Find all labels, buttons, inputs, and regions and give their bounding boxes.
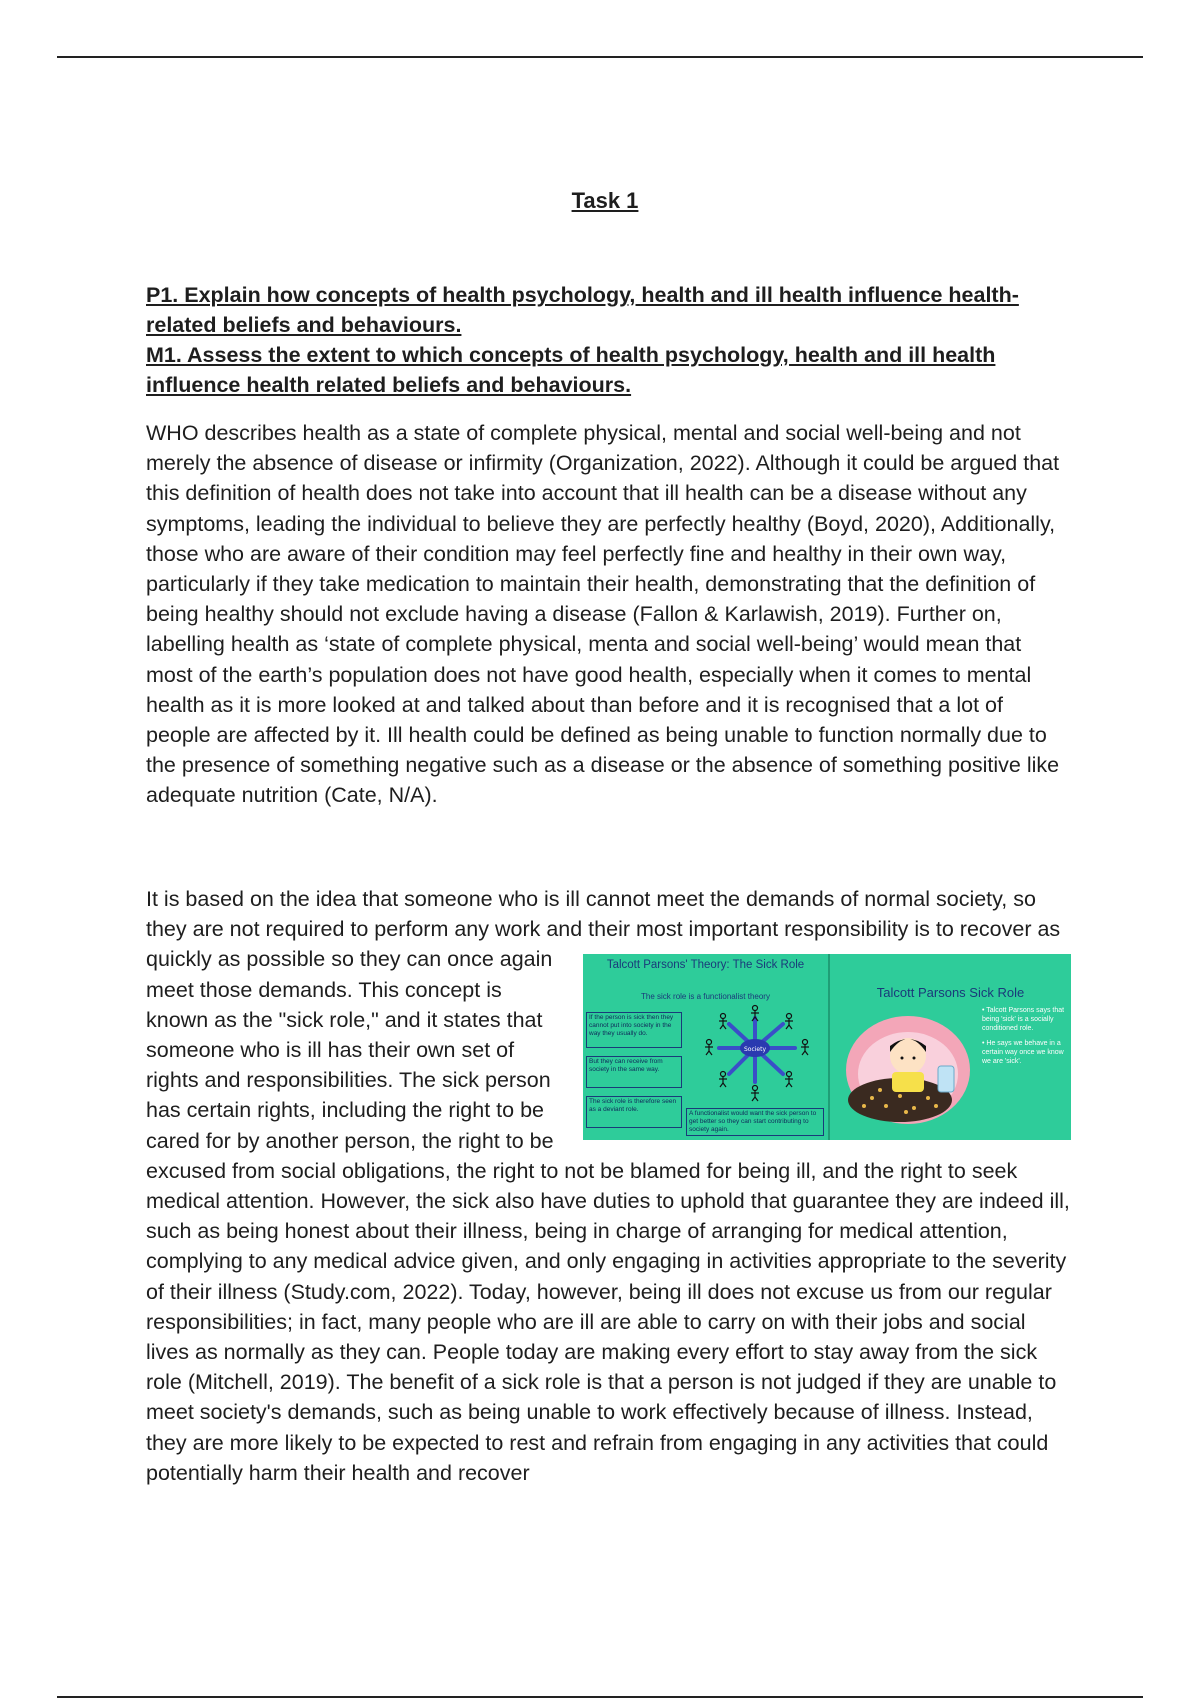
figure-left-subtitle: The sick role is a functionalist theory	[641, 992, 770, 1002]
paragraph-sick-role-body: responsibility is to recover as quickly as possible so they can once again meet those demands. This concept is known as the "sick role," and it states that someone who is ill has their own set of rights and responsibilities. The sick person has certain rights, including the right to be cared for by another person, the right to be excused from social obligations, the right to not be blamed for being ill, and the right to seek medical attention. However, the sick also have duties to uphold that guarantee they are indeed ill, such as being honest about their illness, being in charge of arranging for medical attention, complying to any medical advice given, and only engaging in activities appropriate to the severity of their illness (Study.com, 2022). Today, however, being ill does not excuse us from our regular responsibilities; in fact, many people who are ill are able to carry on with their jobs and social lives as normally as they can. People today are making every effort to stay away from the sick role (Mitchell, 2019). The benefit of a sick role is that a person is not judged if they are unable to meet society's demands, such as being unable to work effectively because of illness. Instead, they are more likely to be expected to rest and refrain from engaging in any activities that could potentially harm their health and recover	[146, 917, 1070, 1485]
figure-left-title: Talcott Parsons' Theory: The Sick Role	[606, 959, 805, 972]
sick-role-figure	[583, 954, 1071, 1140]
society-diagram	[685, 1002, 825, 1106]
figure-bullets	[982, 1006, 1070, 1072]
paragraph-health-definition: WHO describes health as a state of complete physical, mental and social well-being and not merely the absence of disease or infirmity (Organization, 2022). Although it could be argued that this definition of health does not take into account that ill health can be a disease without any symptoms, leading the individual to believe they are perfectly healthy (Boyd, 2020), Additionally, those who are aware of their condition may feel perfectly fine and healthy in their own way, particularly if they take medication to maintain their health, demonstrating that the definition of being healthy should not exclude having a disease (Fallon & Karlawish, 2019). Further on, labelling health as ‘state of complete physical, menta and social well-being’ would mean that most of the earth’s population does not have good health, especially when it comes to mental health as it is more looked at and talked about than before and it is recognised that a lot of people are affected by it. Ill health could be defined as being unable to function normally due to the presence of something negative such as a disease or the absence of something positive like adequate nutrition (Cate, N/A).	[146, 421, 1060, 808]
figure-box-1: If the person is sick then they cannot put into society in the way they usually do.	[586, 1012, 682, 1048]
figure-bullet-2: • He says we behave in a certain way once we know we are 'sick'.	[982, 1040, 1064, 1066]
paragraph-sick-role-intro: It is based on the idea that someone who is ill cannot meet the demands of normal society, so they are not required to perform any work and their most important	[146, 887, 1036, 942]
heading-m1: M1. Assess the extent to which concepts of health psychology, health and ill health influence health related beliefs and behaviours.	[146, 343, 996, 397]
heading-p1: P1. Explain how concepts of health psychology, health and ill health influence health-related beliefs and behaviours.	[146, 283, 1019, 337]
figure-box-3: The sick role is therefore seen as a deviant role.	[586, 1096, 682, 1128]
figure-footer-box: A functionalist would want the sick person to get better so they can start contributing to society again.	[686, 1108, 824, 1136]
task-headings	[146, 280, 1076, 400]
figure-right-title: Talcott Parsons Sick Role	[876, 985, 1025, 1001]
figure-bullet-1: • Talcott Parsons says that being 'sick' is a socially conditioned role.	[982, 1007, 1065, 1033]
society-label: Society	[743, 1046, 767, 1054]
top-rule	[57, 56, 1143, 58]
figure-left-panel	[583, 954, 830, 1140]
sick-child-illustration	[842, 1006, 977, 1126]
figure-box-2: But they can receive from society in the same way.	[586, 1056, 682, 1088]
figure-right-panel	[830, 954, 1071, 1140]
page-title: Task 1	[571, 188, 639, 213]
paragraph-sick-role	[146, 884, 1071, 1488]
bottom-rule	[57, 1696, 1143, 1698]
